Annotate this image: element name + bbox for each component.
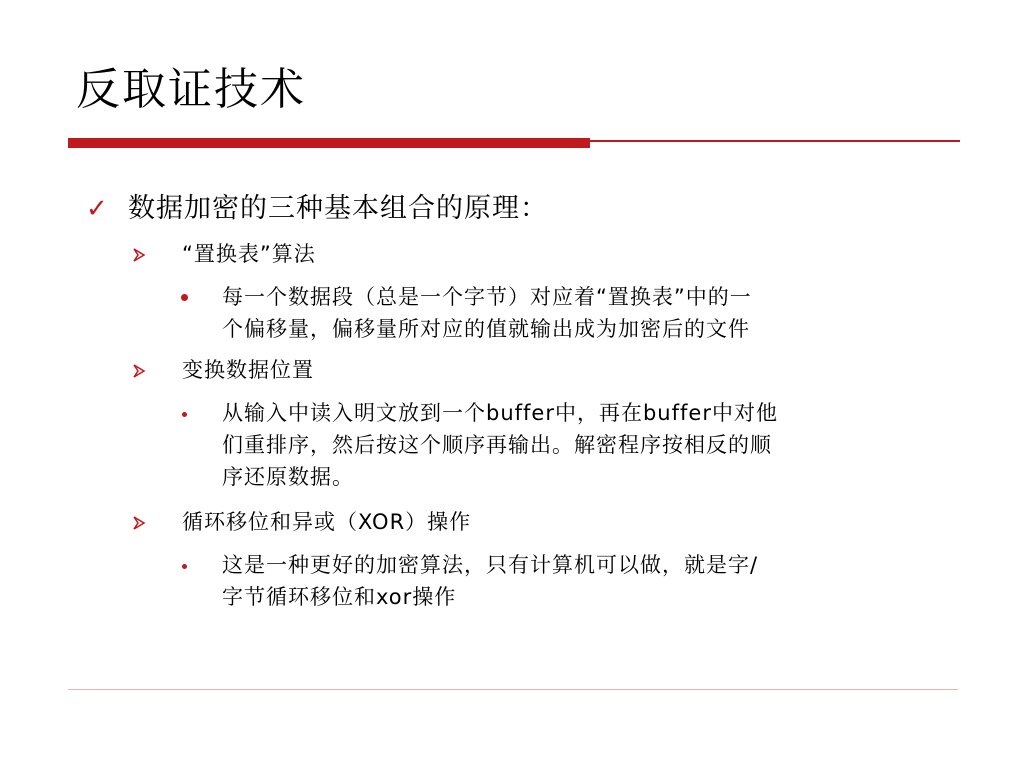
- slide-title: 反取证技术: [76, 64, 306, 115]
- item-1-detail-line-2: 个偏移量，偏移量所对应的值就输出成为加密后的文件: [222, 317, 750, 341]
- item-2-heading: 变换数据位置: [182, 358, 314, 382]
- bullet-dot-icon: [181, 294, 188, 301]
- item-3-detail-line-2: 字节循环移位和xor操作: [222, 585, 457, 609]
- item-1-detail-line-1: 每一个数据段（总是一个字节）对应着“置换表”中的一: [222, 285, 752, 309]
- check-icon: ✓: [86, 194, 108, 224]
- level1-text: 数据加密的三种基本组合的原理：: [128, 193, 548, 224]
- item-2-detail-line-2: 们重排序，然后按这个顺序再输出。解密程序按相反的顺: [222, 433, 772, 457]
- title-rule-thick: [68, 138, 590, 148]
- arrow-bullet-icon: [132, 364, 146, 378]
- item-2-detail-line-1: 从输入中读入明文放到一个buffer中，再在buffer中对他: [222, 401, 778, 425]
- item-1-heading: “置换表”算法: [182, 242, 316, 266]
- item-3-heading: 循环移位和异或（XOR）操作: [182, 510, 472, 534]
- arrow-bullet-icon: [132, 248, 146, 262]
- bullet-dot-icon: [182, 564, 187, 569]
- item-2-detail-line-3: 序还原数据。: [222, 465, 354, 489]
- item-3-detail-line-1: 这是一种更好的加密算法，只有计算机可以做，就是字/: [222, 553, 759, 577]
- title-rule-thin: [590, 140, 960, 142]
- arrow-bullet-icon: [132, 516, 146, 530]
- footer-rule: [68, 689, 958, 690]
- bullet-dot-icon: [182, 412, 187, 417]
